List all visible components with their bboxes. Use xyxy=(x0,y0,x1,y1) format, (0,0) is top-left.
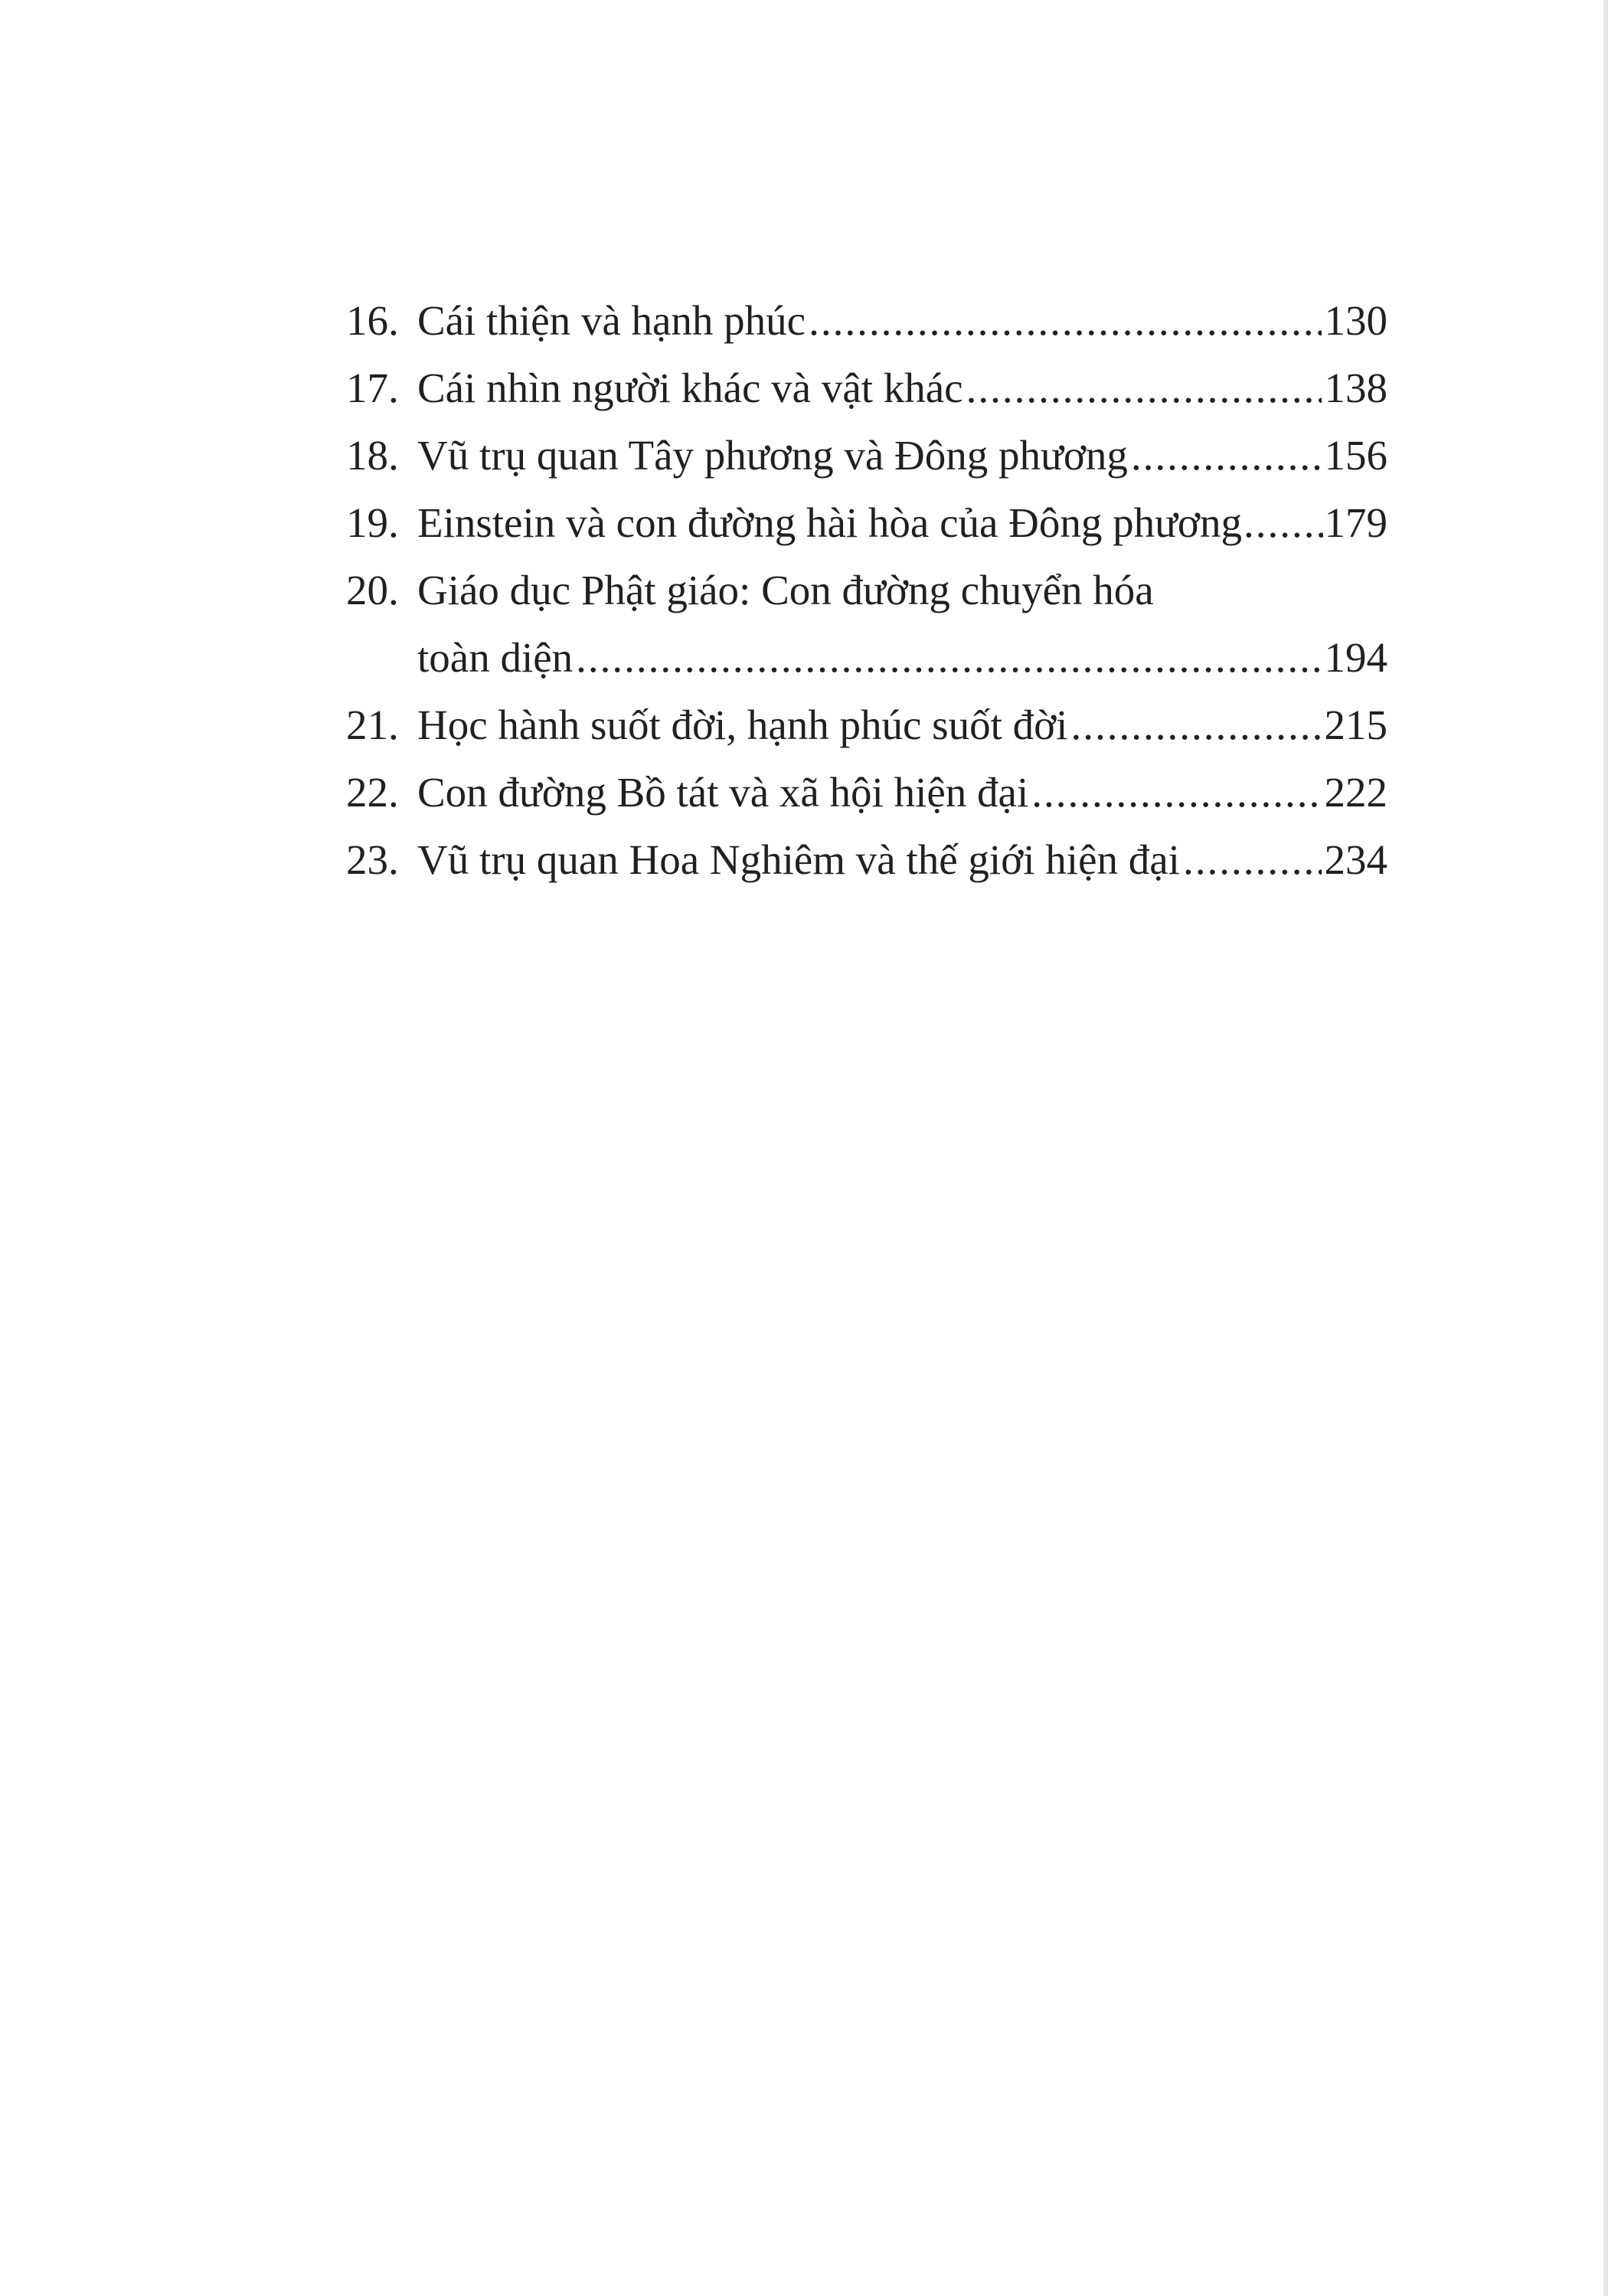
page-edge xyxy=(1603,0,1608,2296)
toc-entry-page: 222 xyxy=(1324,769,1387,816)
toc-entry-21[interactable] xyxy=(346,692,1387,759)
toc-entry-19[interactable] xyxy=(346,489,1387,557)
dot-leader xyxy=(576,624,1321,692)
toc-entry-number: 17. xyxy=(346,365,399,411)
toc-entry-page: 215 xyxy=(1324,702,1387,748)
toc-entry-17[interactable] xyxy=(346,355,1387,422)
toc-entry-page: 138 xyxy=(1324,365,1387,411)
toc-entry-page: 179 xyxy=(1324,499,1387,546)
toc-entry-page: 156 xyxy=(1324,432,1387,479)
toc-entry-number: 22. xyxy=(346,769,399,816)
toc-entry-number: 19. xyxy=(346,499,399,546)
dot-leader xyxy=(1244,489,1322,557)
dot-leader xyxy=(1183,826,1322,894)
toc-entry-title-line1: Giáo dục Phật giáo: Con đường chuyển hóa xyxy=(417,567,1154,613)
dot-leader xyxy=(1070,692,1321,759)
toc-entry-title: Vũ trụ quan Tây phương và Đông phương xyxy=(417,432,1128,479)
toc-entry-title-line2: toàn diện xyxy=(417,634,574,681)
toc-entry-number: 18. xyxy=(346,432,399,479)
toc-entry-title: Cái nhìn người khác và vật khác xyxy=(417,365,963,411)
toc-entry-18[interactable] xyxy=(346,422,1387,489)
toc-entry-number: 21. xyxy=(346,702,399,748)
dot-leader xyxy=(809,287,1321,355)
toc-entry-number: 20. xyxy=(346,567,399,613)
toc-entry-22[interactable] xyxy=(346,759,1387,826)
toc-entry-title: Cái thiện và hạnh phúc xyxy=(417,297,806,344)
toc-entry-page: 130 xyxy=(1324,297,1387,344)
toc-entry-page: 234 xyxy=(1324,836,1387,883)
toc-entry-20[interactable] xyxy=(346,557,1387,692)
toc-entry-title: Học hành suốt đời, hạnh phúc suốt đời xyxy=(417,702,1068,748)
toc-entry-23[interactable] xyxy=(346,826,1387,894)
toc-entry-16[interactable] xyxy=(346,287,1387,355)
dot-leader xyxy=(1131,422,1322,489)
toc-entry-number: 23. xyxy=(346,836,399,883)
dot-leader xyxy=(966,355,1322,422)
toc-entry-title: Vũ trụ quan Hoa Nghiêm và thế giới hiện đại xyxy=(417,836,1180,883)
toc-entry-page: 194 xyxy=(1324,634,1387,681)
toc-entry-title: Einstein và con đường hài hòa của Đông phương xyxy=(417,499,1243,546)
dot-leader xyxy=(1031,759,1321,826)
table-of-contents xyxy=(346,287,1387,894)
toc-entry-number: 16. xyxy=(346,297,399,344)
toc-entry-title: Con đường Bồ tát và xã hội hiện đại xyxy=(417,769,1029,816)
